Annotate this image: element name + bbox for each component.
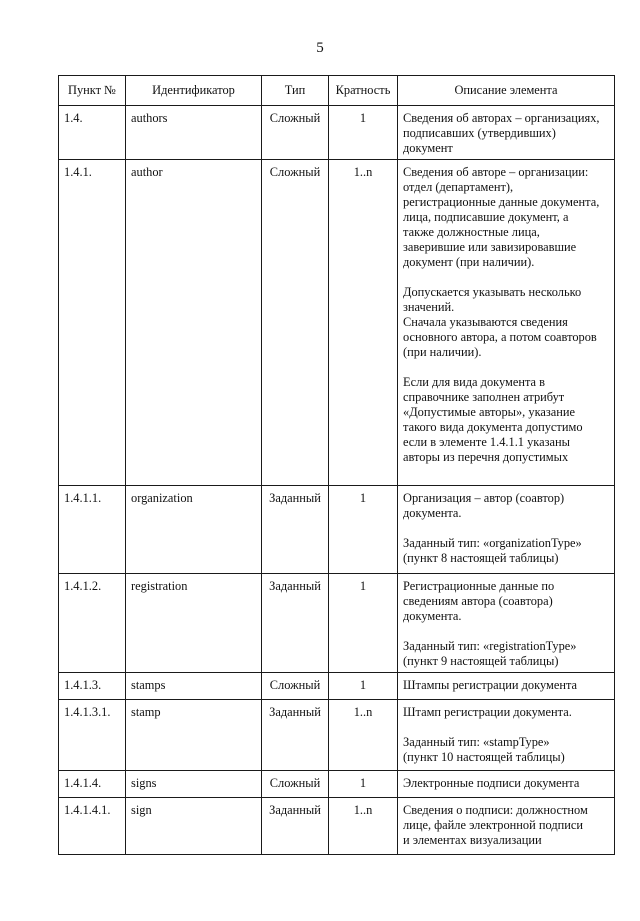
table-row: [59, 574, 615, 673]
multiplicity-cell: 1: [329, 771, 398, 798]
element-spec-table: [58, 75, 615, 855]
item-number-cell: 1.4.1.2.: [59, 574, 126, 673]
table-header-row: [59, 76, 615, 106]
item-number-cell: 1.4.1.3.: [59, 673, 126, 700]
description-paragraph: Организация – автор (соавтор) документа.: [403, 491, 565, 520]
type-cell: Заданный: [262, 700, 329, 771]
type-cell: Сложный: [262, 160, 329, 486]
identifier-cell: authors: [126, 106, 262, 160]
type-cell: Сложный: [262, 673, 329, 700]
item-number-cell: 1.4.1.4.: [59, 771, 126, 798]
description-cell: [398, 771, 615, 798]
header-type: Тип: [262, 76, 329, 106]
identifier-cell: signs: [126, 771, 262, 798]
identifier-cell: author: [126, 160, 262, 486]
description-paragraph: Электронные подписи документа: [403, 776, 580, 790]
item-number-cell: 1.4.1.1.: [59, 486, 126, 574]
description-cell: [398, 700, 615, 771]
description-cell: [398, 160, 615, 486]
description-paragraph: Заданный тип: «organizationType» (пункт 8 настоящей таблицы): [403, 536, 582, 565]
table-row: [59, 160, 615, 486]
multiplicity-cell: 1: [329, 673, 398, 700]
multiplicity-cell: 1..n: [329, 160, 398, 486]
description-cell: [398, 673, 615, 700]
multiplicity-cell: 1: [329, 574, 398, 673]
type-cell: Сложный: [262, 771, 329, 798]
description-cell: [398, 486, 615, 574]
description-paragraph: Сведения об авторах – организациях, подписавших (утвердивших) документ: [403, 111, 600, 155]
table-row: [59, 771, 615, 798]
type-cell: Заданный: [262, 798, 329, 855]
page-number: 5: [316, 40, 324, 56]
header-description: Описание элемента: [398, 76, 615, 106]
description-paragraph: Заданный тип: «registrationType» (пункт 9 настоящей таблицы): [403, 639, 577, 668]
multiplicity-cell: 1..n: [329, 798, 398, 855]
description-paragraph: Сведения об авторе – организации: отдел (департамент), регистрационные данные документа, лица, подписавшие документ, а также должностные лица, заверившие или завизировавшие документ (при наличии).: [403, 165, 600, 269]
table-row: [59, 486, 615, 574]
item-number-cell: 1.4.1.3.1.: [59, 700, 126, 771]
multiplicity-cell: 1: [329, 486, 398, 574]
description-cell: [398, 574, 615, 673]
type-cell: Заданный: [262, 574, 329, 673]
description-paragraph: Допускается указывать несколько значений. Сначала указываются сведения основного автора, а потом соавторов (при наличии).: [403, 285, 597, 359]
identifier-cell: organization: [126, 486, 262, 574]
identifier-cell: stamp: [126, 700, 262, 771]
description-cell: [398, 798, 615, 855]
description-paragraph: Заданный тип: «stampType» (пункт 10 настоящей таблицы): [403, 735, 565, 764]
item-number-cell: 1.4.1.4.1.: [59, 798, 126, 855]
identifier-cell: registration: [126, 574, 262, 673]
type-cell: Заданный: [262, 486, 329, 574]
type-cell: Сложный: [262, 106, 329, 160]
table-row: [59, 106, 615, 160]
identifier-cell: stamps: [126, 673, 262, 700]
item-number-cell: 1.4.1.: [59, 160, 126, 486]
item-number-cell: 1.4.: [59, 106, 126, 160]
description-paragraph: Штамп регистрации документа.: [403, 705, 572, 719]
table-row: [59, 673, 615, 700]
multiplicity-cell: 1: [329, 106, 398, 160]
header-identifier: Идентификатор: [126, 76, 262, 106]
description-cell: [398, 106, 615, 160]
description-paragraph: Сведения о подписи: должностном лице, файле электронной подписи и элементах визуализации: [403, 803, 588, 847]
description-paragraph: Если для вида документа в справочнике заполнен атрибут «Допустимые авторы», указание такого вида документа допустимо если в элементе 1.4.1.1 указаны авторы из перечня допустимых: [403, 375, 583, 464]
description-paragraph: Регистрационные данные по сведениям автора (соавтора) документа.: [403, 579, 555, 623]
table-row: [59, 798, 615, 855]
header-multiplicity: Кратность: [329, 76, 398, 106]
header-item-number: Пункт №: [59, 76, 126, 106]
identifier-cell: sign: [126, 798, 262, 855]
multiplicity-cell: 1..n: [329, 700, 398, 771]
description-paragraph: Штампы регистрации документа: [403, 678, 578, 692]
table-row: [59, 700, 615, 771]
